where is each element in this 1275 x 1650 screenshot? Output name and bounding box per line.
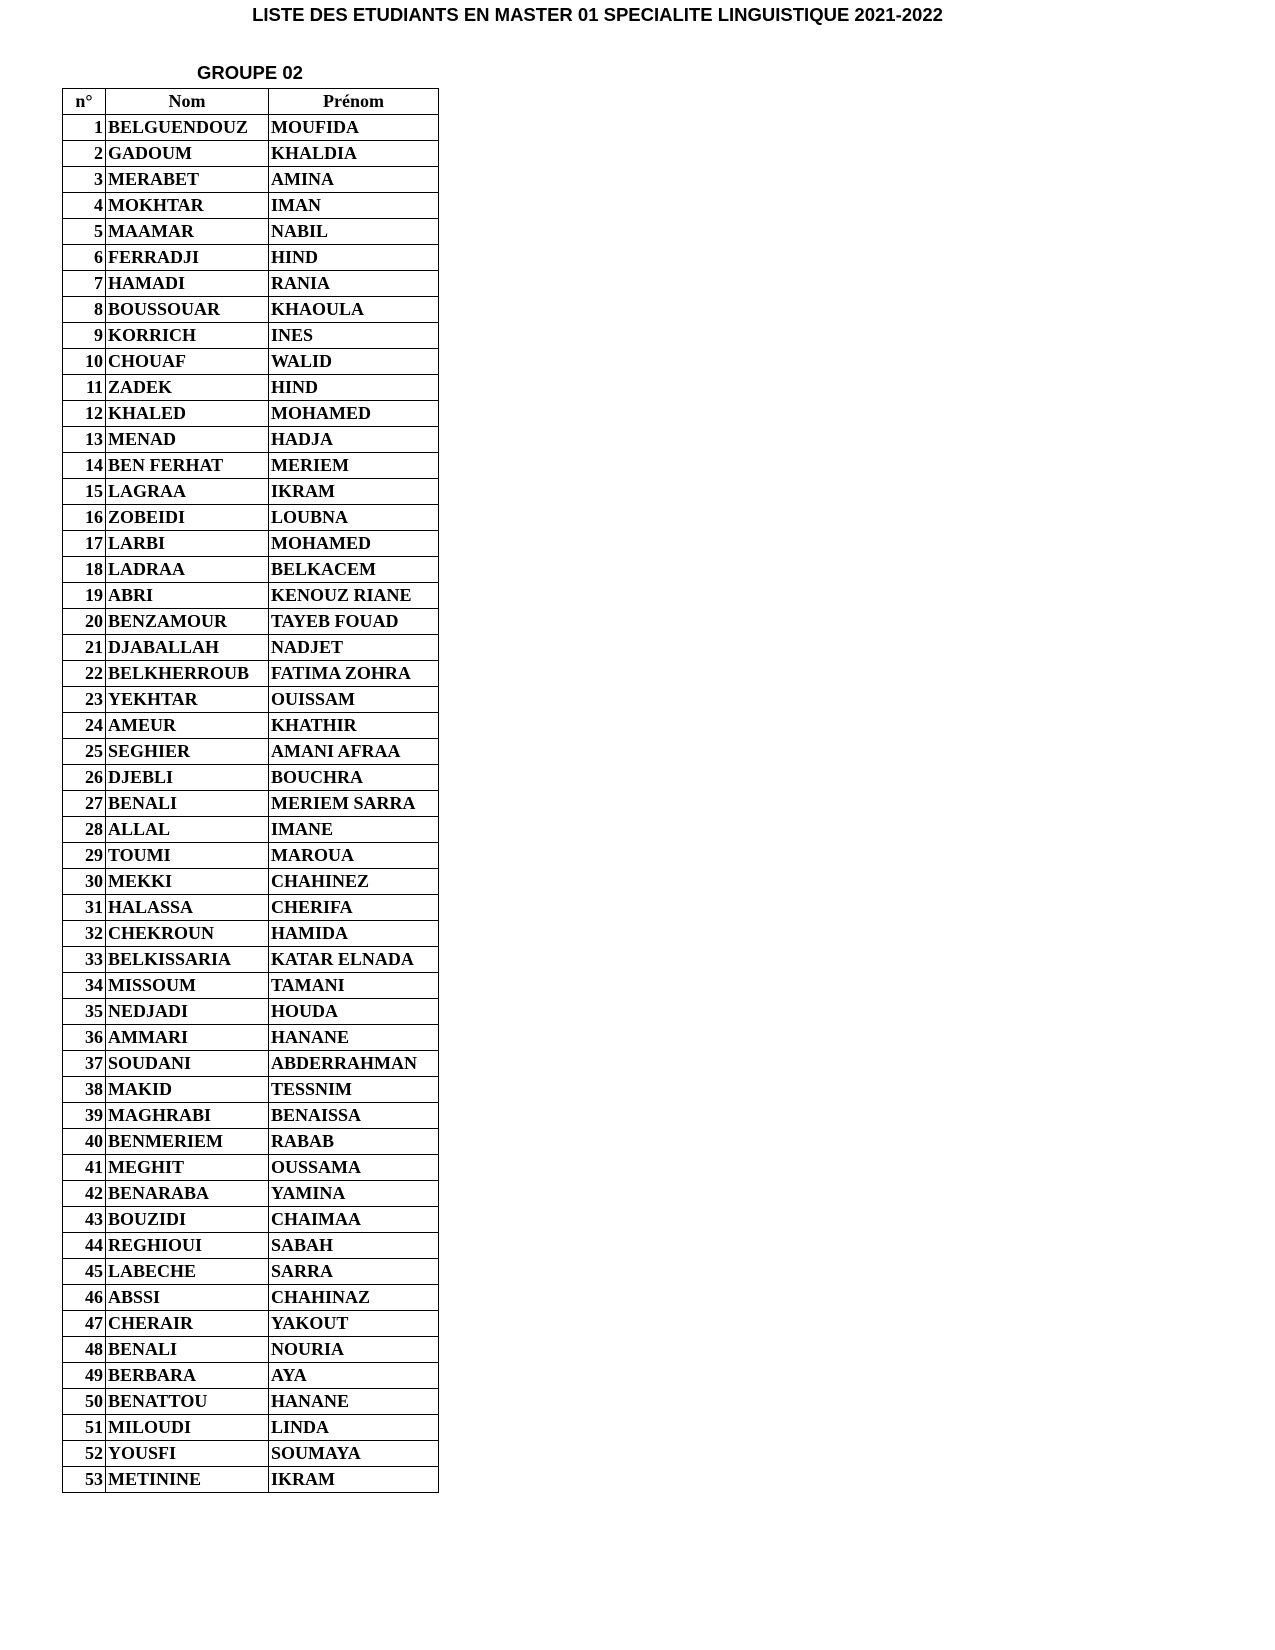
table-row	[63, 1103, 439, 1129]
student-nom: LARBI	[106, 531, 269, 557]
table-row	[63, 271, 439, 297]
table-row	[63, 193, 439, 219]
row-number: 21	[63, 635, 106, 661]
row-number: 26	[63, 765, 106, 791]
student-nom: MISSOUM	[106, 973, 269, 999]
row-number: 36	[63, 1025, 106, 1051]
student-prenom: TAYEB FOUAD	[269, 609, 439, 635]
table-row	[63, 583, 439, 609]
row-number: 14	[63, 453, 106, 479]
student-nom: BENZAMOUR	[106, 609, 269, 635]
student-prenom: AMINA	[269, 167, 439, 193]
student-nom: BELGUENDOUZ	[106, 115, 269, 141]
student-prenom: KENOUZ RIANE	[269, 583, 439, 609]
table-row	[63, 297, 439, 323]
row-number: 37	[63, 1051, 106, 1077]
student-nom: KHALED	[106, 401, 269, 427]
student-prenom: MERIEM	[269, 453, 439, 479]
table-row	[63, 1077, 439, 1103]
table-row	[63, 557, 439, 583]
row-number: 44	[63, 1233, 106, 1259]
table-row	[63, 817, 439, 843]
table-row	[63, 453, 439, 479]
row-number: 46	[63, 1285, 106, 1311]
table-row	[63, 687, 439, 713]
table-row	[63, 739, 439, 765]
student-nom: BENMERIEM	[106, 1129, 269, 1155]
student-prenom: MOHAMED	[269, 401, 439, 427]
row-number: 17	[63, 531, 106, 557]
student-prenom: YAMINA	[269, 1181, 439, 1207]
student-prenom: KHALDIA	[269, 141, 439, 167]
row-number: 2	[63, 141, 106, 167]
table-row	[63, 531, 439, 557]
row-number: 51	[63, 1415, 106, 1441]
row-number: 42	[63, 1181, 106, 1207]
table-header	[63, 89, 439, 115]
header-prenom: Prénom	[269, 89, 439, 115]
row-number: 35	[63, 999, 106, 1025]
row-number: 11	[63, 375, 106, 401]
row-number: 7	[63, 271, 106, 297]
row-number: 18	[63, 557, 106, 583]
student-nom: DJEBLI	[106, 765, 269, 791]
row-number: 41	[63, 1155, 106, 1181]
student-prenom: CHERIFA	[269, 895, 439, 921]
row-number: 15	[63, 479, 106, 505]
student-nom: CHEKROUN	[106, 921, 269, 947]
student-prenom: TAMANI	[269, 973, 439, 999]
header-number: n°	[63, 89, 106, 115]
student-nom: HALASSA	[106, 895, 269, 921]
student-prenom: HANANE	[269, 1025, 439, 1051]
student-nom: BELKISSARIA	[106, 947, 269, 973]
table-row	[63, 141, 439, 167]
student-nom: SOUDANI	[106, 1051, 269, 1077]
row-number: 4	[63, 193, 106, 219]
student-prenom: HAMIDA	[269, 921, 439, 947]
row-number: 24	[63, 713, 106, 739]
student-nom: BENALI	[106, 1337, 269, 1363]
student-prenom: IKRAM	[269, 479, 439, 505]
students-table	[62, 88, 439, 1493]
student-prenom: SOUMAYA	[269, 1441, 439, 1467]
student-prenom: ABDERRAHMAN	[269, 1051, 439, 1077]
row-number: 38	[63, 1077, 106, 1103]
student-nom: MAKID	[106, 1077, 269, 1103]
table-row	[63, 1129, 439, 1155]
table-row	[63, 713, 439, 739]
table-row	[63, 1233, 439, 1259]
row-number: 39	[63, 1103, 106, 1129]
row-number: 48	[63, 1337, 106, 1363]
student-prenom: KHATHIR	[269, 713, 439, 739]
student-nom: HAMADI	[106, 271, 269, 297]
student-prenom: MERIEM SARRA	[269, 791, 439, 817]
table-row	[63, 869, 439, 895]
table-row	[63, 895, 439, 921]
student-prenom: SARRA	[269, 1259, 439, 1285]
student-prenom: CHAHINAZ	[269, 1285, 439, 1311]
student-prenom: NADJET	[269, 635, 439, 661]
table-row	[63, 167, 439, 193]
student-nom: LAGRAA	[106, 479, 269, 505]
header-nom: Nom	[106, 89, 269, 115]
row-number: 52	[63, 1441, 106, 1467]
row-number: 34	[63, 973, 106, 999]
table-row	[63, 1415, 439, 1441]
student-nom: FERRADJI	[106, 245, 269, 271]
student-prenom: OUISSAM	[269, 687, 439, 713]
student-nom: YOUSFI	[106, 1441, 269, 1467]
student-prenom: WALID	[269, 349, 439, 375]
table-row	[63, 323, 439, 349]
student-nom: ALLAL	[106, 817, 269, 843]
student-nom: MEGHIT	[106, 1155, 269, 1181]
student-prenom: IKRAM	[269, 1467, 439, 1493]
table-row	[63, 349, 439, 375]
row-number: 31	[63, 895, 106, 921]
table-row	[63, 635, 439, 661]
row-number: 23	[63, 687, 106, 713]
row-number: 3	[63, 167, 106, 193]
student-prenom: MOHAMED	[269, 531, 439, 557]
table-row	[63, 1389, 439, 1415]
student-prenom: LINDA	[269, 1415, 439, 1441]
row-number: 45	[63, 1259, 106, 1285]
student-prenom: KHAOULA	[269, 297, 439, 323]
table-row	[63, 505, 439, 531]
table-row	[63, 1155, 439, 1181]
table-row	[63, 1181, 439, 1207]
student-prenom: RABAB	[269, 1129, 439, 1155]
row-number: 16	[63, 505, 106, 531]
student-nom: BOUZIDI	[106, 1207, 269, 1233]
student-nom: ZOBEIDI	[106, 505, 269, 531]
table-row	[63, 843, 439, 869]
row-number: 22	[63, 661, 106, 687]
row-number: 20	[63, 609, 106, 635]
student-nom: GADOUM	[106, 141, 269, 167]
row-number: 8	[63, 297, 106, 323]
table-row	[63, 765, 439, 791]
student-prenom: OUSSAMA	[269, 1155, 439, 1181]
student-prenom: SABAH	[269, 1233, 439, 1259]
row-number: 1	[63, 115, 106, 141]
student-prenom: IMANE	[269, 817, 439, 843]
student-prenom: HANANE	[269, 1389, 439, 1415]
student-prenom: NABIL	[269, 219, 439, 245]
student-prenom: AYA	[269, 1363, 439, 1389]
student-nom: LABECHE	[106, 1259, 269, 1285]
student-nom: CHERAIR	[106, 1311, 269, 1337]
row-number: 50	[63, 1389, 106, 1415]
table-row	[63, 115, 439, 141]
student-prenom: INES	[269, 323, 439, 349]
group-label: GROUPE 02	[197, 62, 303, 83]
student-nom: AMMARI	[106, 1025, 269, 1051]
student-nom: KORRICH	[106, 323, 269, 349]
row-number: 5	[63, 219, 106, 245]
table-row	[63, 609, 439, 635]
table-row	[63, 1337, 439, 1363]
student-nom: BENALI	[106, 791, 269, 817]
student-nom: AMEUR	[106, 713, 269, 739]
student-nom: CHOUAF	[106, 349, 269, 375]
student-nom: BEN FERHAT	[106, 453, 269, 479]
row-number: 27	[63, 791, 106, 817]
table-row	[63, 1285, 439, 1311]
student-nom: MAGHRABI	[106, 1103, 269, 1129]
student-nom: ABSSI	[106, 1285, 269, 1311]
student-prenom: LOUBNA	[269, 505, 439, 531]
table-row	[63, 1207, 439, 1233]
student-prenom: BELKACEM	[269, 557, 439, 583]
student-prenom: FATIMA ZOHRA	[269, 661, 439, 687]
table-row	[63, 661, 439, 687]
row-number: 47	[63, 1311, 106, 1337]
student-prenom: AMANI AFRAA	[269, 739, 439, 765]
student-prenom: HOUDA	[269, 999, 439, 1025]
student-prenom: TESSNIM	[269, 1077, 439, 1103]
student-nom: BERBARA	[106, 1363, 269, 1389]
student-nom: BOUSSOUAR	[106, 297, 269, 323]
row-number: 33	[63, 947, 106, 973]
table-row	[63, 401, 439, 427]
student-prenom: IMAN	[269, 193, 439, 219]
row-number: 9	[63, 323, 106, 349]
row-number: 19	[63, 583, 106, 609]
student-nom: BELKHERROUB	[106, 661, 269, 687]
table-row	[63, 1311, 439, 1337]
student-prenom: RANIA	[269, 271, 439, 297]
table-row	[63, 427, 439, 453]
table-row	[63, 245, 439, 271]
student-prenom: CHAIMAA	[269, 1207, 439, 1233]
row-number: 28	[63, 817, 106, 843]
student-nom: TOUMI	[106, 843, 269, 869]
table-row	[63, 375, 439, 401]
student-nom: BENATTOU	[106, 1389, 269, 1415]
row-number: 43	[63, 1207, 106, 1233]
student-prenom: HADJA	[269, 427, 439, 453]
student-prenom: MOUFIDA	[269, 115, 439, 141]
student-prenom: HIND	[269, 245, 439, 271]
table-row	[63, 1259, 439, 1285]
table-row	[63, 973, 439, 999]
student-prenom: NOURIA	[269, 1337, 439, 1363]
student-nom: NEDJADI	[106, 999, 269, 1025]
header-row	[63, 89, 439, 115]
table-row	[63, 1025, 439, 1051]
row-number: 53	[63, 1467, 106, 1493]
student-nom: MAAMAR	[106, 219, 269, 245]
student-nom: YEKHTAR	[106, 687, 269, 713]
student-prenom: KATAR ELNADA	[269, 947, 439, 973]
table-row	[63, 1467, 439, 1493]
student-nom: ZADEK	[106, 375, 269, 401]
table-row	[63, 1363, 439, 1389]
table-row	[63, 791, 439, 817]
student-nom: METININE	[106, 1467, 269, 1493]
table-row	[63, 479, 439, 505]
student-prenom: CHAHINEZ	[269, 869, 439, 895]
student-nom: SEGHIER	[106, 739, 269, 765]
table-row	[63, 1441, 439, 1467]
row-number: 6	[63, 245, 106, 271]
table-row	[63, 219, 439, 245]
row-number: 13	[63, 427, 106, 453]
student-prenom: MAROUA	[269, 843, 439, 869]
student-nom: MERABET	[106, 167, 269, 193]
row-number: 32	[63, 921, 106, 947]
student-nom: MOKHTAR	[106, 193, 269, 219]
student-nom: MILOUDI	[106, 1415, 269, 1441]
student-prenom: BOUCHRA	[269, 765, 439, 791]
student-prenom: HIND	[269, 375, 439, 401]
table-row	[63, 999, 439, 1025]
row-number: 10	[63, 349, 106, 375]
student-nom: BENARABA	[106, 1181, 269, 1207]
student-nom: DJABALLAH	[106, 635, 269, 661]
student-nom: MENAD	[106, 427, 269, 453]
table-row	[63, 1051, 439, 1077]
student-nom: ABRI	[106, 583, 269, 609]
student-nom: MEKKI	[106, 869, 269, 895]
row-number: 25	[63, 739, 106, 765]
row-number: 49	[63, 1363, 106, 1389]
table-body	[63, 115, 439, 1493]
student-prenom: YAKOUT	[269, 1311, 439, 1337]
row-number: 12	[63, 401, 106, 427]
student-nom: LADRAA	[106, 557, 269, 583]
table-row	[63, 921, 439, 947]
student-prenom: BENAISSA	[269, 1103, 439, 1129]
row-number: 29	[63, 843, 106, 869]
table-row	[63, 947, 439, 973]
document-title: LISTE DES ETUDIANTS EN MASTER 01 SPECIALITE LINGUISTIQUE 2021-2022	[252, 4, 943, 25]
row-number: 40	[63, 1129, 106, 1155]
student-nom: REGHIOUI	[106, 1233, 269, 1259]
row-number: 30	[63, 869, 106, 895]
